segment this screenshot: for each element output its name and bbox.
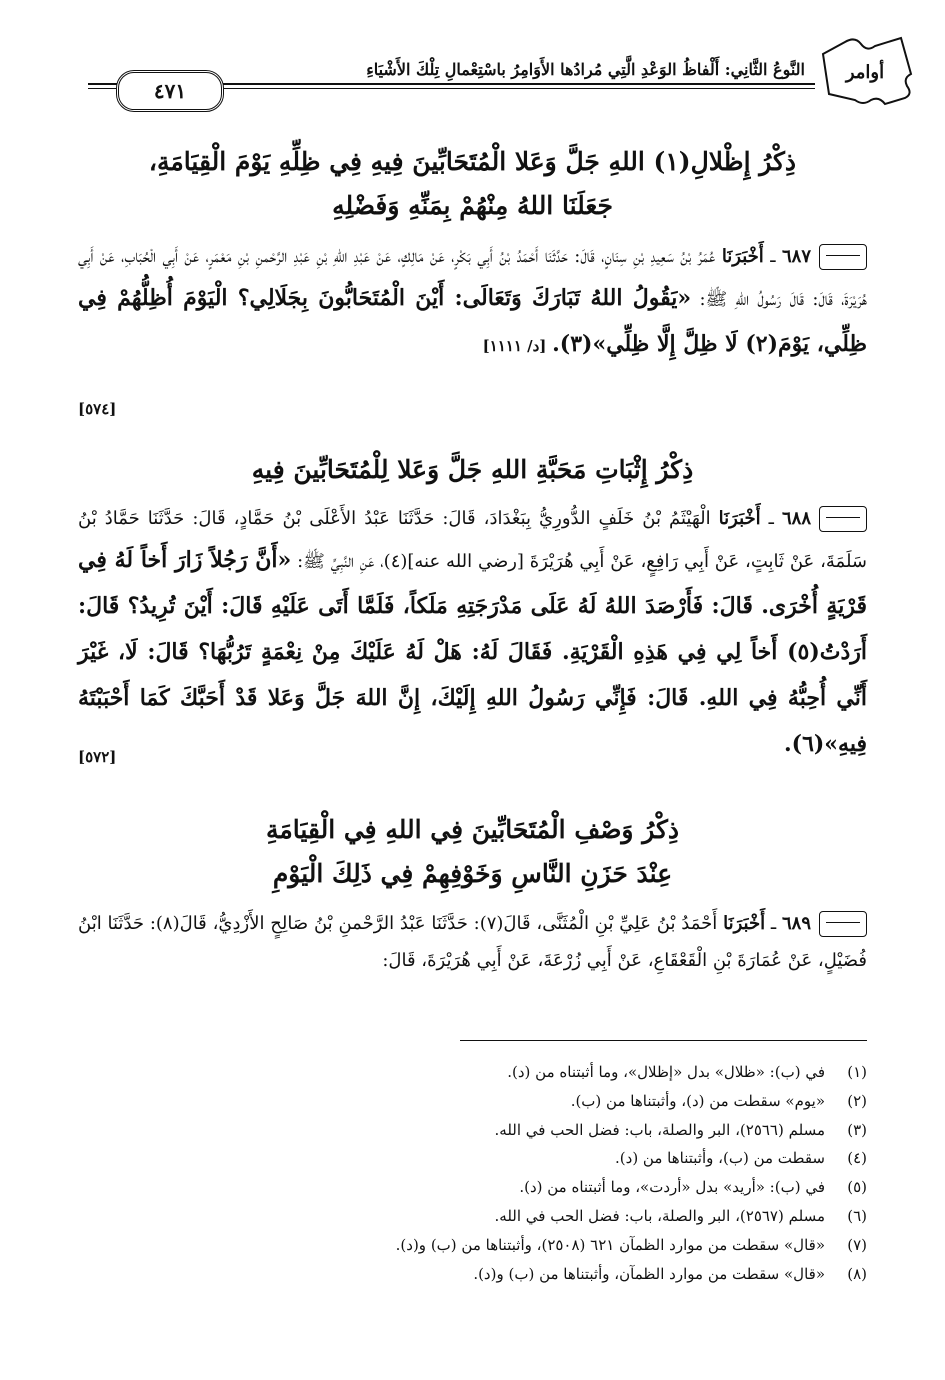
footnote-number: (٨) [847,1264,867,1283]
footnote-text: مسلم (٢٥٦٦)، البر والصلة، باب: فضل الحب في الله. [494,1120,825,1139]
hadith-lead: أَخْبَرَنَا [718,508,761,529]
footnote-number: (٣) [847,1120,867,1139]
page-header [88,28,915,108]
footnote [78,1173,867,1202]
footnote [78,1231,867,1260]
seal-icon [819,506,867,532]
hadith-reference: [٥٧٢] [78,748,117,766]
footnote-number: (١) [847,1063,867,1081]
heading-line: ذِكْرُ إِظْلالِ(١) اللهِ جَلَّ وَعَلا الْمُتَحَابِّينَ فِيهِ فِي ظِلِّهِ يَوْمَ الْقِيَامَةِ، [148,147,797,176]
heading-line: ذِكْرُ وَصْفِ الْمُتَحَابِّينَ فِي اللهِ فِي الْقِيَامَةِ [265,815,680,844]
hadith-isnad: أَحْمَدُ بْنُ عَلِيِّ بْنِ الْمُثَنَّى، قَالَ(٧): حَدَّثَنَا عَبْدُ الرَّحْمنِ بْنُ صَالِحٍ الأَزْدِيُّ، قَالَ(٨): حَدَّثَنَا ابْنُ فُضَيْلٍ، عَنْ عُمَارَةَ بْنِ الْقَعْقَاعِ، عَنْ أَبِي زُرْعَةَ، عَنْ أَبِي هُرَيْرَةَ، قَالَ: [78,913,867,971]
footnote [78,1116,867,1145]
footnote-rule [460,1040,867,1041]
footnote-text: سقطت من (ب)، وأثبتناها من (د). [615,1149,825,1168]
seal-icon [819,911,867,937]
running-title: النَّوعُ الثَّانِي: أَلْفاظُ الوَعْدِ الَّتِي مُرادُها الأَوَامِرُ باسْتِعْمالِ تِلْكَ الأَشْيَاءِ [366,60,805,79]
hadith-isnad: الْهَيْثَمُ بْنُ خَلَفٍ الدُّورِيُّ بِبَغْدَادَ، قَالَ: حَدَّثَنَا عَبْدُ الأَعْلَى بْنُ حَمَّادٍ، قَالَ: حَدَّثَنَا حَمَّادُ بْنُ سَلَمَةَ، عَنْ ثَابِتٍ، عَنْ أَبِي رَافِعٍ، عَنْ أَبِي هُرَيْرَةَ [رضي الله عنه](٤)، عَنِ النَّبِيِّ ﷺ: [78,508,868,572]
section-heading [60,808,885,896]
footnote-text: «قال» سقطت من موارد الظمآن، وأثبتناها من (ب) و(د). [473,1264,825,1283]
footnote [78,1087,867,1116]
edition-marker: [د/ ١١١١] [482,337,547,355]
svg-text:أوامر: أوامر [845,62,885,83]
hadith-reference: [٥٧٤] [78,400,117,418]
footnote-number: (٥) [847,1178,867,1197]
hadith-paragraph: ٦٨٨ ـ أَخْبَرَنَا الْهَيْثَمُ بْنُ خَلَفٍ الدُّورِيُّ بِبَغْدَادَ، قَالَ: حَدَّثَنَا عَبْدُ الأَعْلَى بْنُ حَمَّادٍ، قَالَ: حَدَّثَنَا حَمَّادُ بْنُ سَلَمَةَ، عَنْ ثَابِتٍ، عَنْ أَبِي رَافِعٍ، عَنْ أَبِي هُرَيْرَةَ [رضي الله عنه](٤)، عَنِ النَّبِيِّ ﷺ: «أَنَّ رَجُلاً زَارَ أَخاً لَهُ فِي قَرْيَةٍ أُخْرَى. قَالَ: فَأَرْصَدَ اللهُ لَهُ عَلَى مَدْرَجَتِهِ مَلَكاً، فَلَمَّا أَتَى عَلَيْهِ قَالَ: أَيْنَ تُرِيدُ؟ قَالَ: أَرَدْتُ(٥) أَخاً لِي فِي هَذِهِ الْقَرْيَةِ. فَقَالَ لَهُ: هَلْ لَهُ عَلَيْكَ مِنْ نِعْمَةٍ تَرُبُّهَا؟ قَالَ: لَا، غَيْرَ أَنِّي أُحِبُّهُ فِي اللهِ. قَالَ: فَإِنِّي رَسُولُ اللهِ إِلَيْكَ، إِنَّ اللهَ جَلَّ وَعَلا قَدْ أَحَبَّكَ كَمَا أَحْبَبْتَهُ فِيهِ»(٦). [78,508,868,757]
hadith-paragraph: ٦٨٧ ـ أَخْبَرَنَا عُمَرُ بْنُ سَعِيدِ بْنِ سِنَانٍ، قَالَ: حَدَّثَنَا أَحْمَدُ بْنُ أَبِي بَكْرٍ، عَنْ مَالِكٍ، عَنْ عَبْدِ اللهِ بْنِ عَبْدِ الرَّحْمنِ بْنِ مَعْمَرٍ، عَنْ أَبِي الْحُبَابِ، عَنْ أَبِي هُرَيْرَةَ، قَالَ: قَالَ رَسُولُ اللهِ ﷺ: «يَقُولُ اللهُ تَبَارَكَ وَتَعَالَى: أَيْنَ الْمُتَحَابُّونَ بِجَلَالِي؟ الْيَوْمَ أُظِلُّهُمْ فِي ظِلِّي، يَوْمَ(٢) لَا ظِلَّ إِلَّا ظِلِّي»(٣). [د/ ١١١١] [78,246,867,357]
footnote-text: في (ب): «ظلال» بدل «إظلال»، وما أثبتناه من (د). [507,1063,825,1081]
footnotes [78,1058,867,1288]
hadith-number: ٦٨٧ [781,246,811,267]
page-number: ٤٧١ [116,70,224,112]
hadith-paragraph: ٦٨٩ ـ أَخْبَرَنَا أَحْمَدُ بْنُ عَلِيِّ بْنِ الْمُثَنَّى، قَالَ(٧): حَدَّثَنَا عَبْدُ الرَّحْمنِ بْنُ صَالِحٍ الأَزْدِيُّ، قَالَ(٨): حَدَّثَنَا ابْنُ فُضَيْلٍ، عَنْ عُمَارَةَ بْنِ الْقَعْقَاعِ، عَنْ أَبِي زُرْعَةَ، عَنْ أَبِي هُرَيْرَةَ، قَالَ: [78,913,867,971]
footnote-text: مسلم (٢٥٦٧)، البر والصلة، باب: فضل الحب في الله. [494,1206,825,1225]
footnote-text: «يوم» سقطت من (د)، وأثبتناها من (ب). [570,1091,825,1110]
footnote-number: (٤) [847,1149,867,1168]
footnote-number: (٦) [847,1206,867,1225]
section-heading [60,140,885,228]
footnote-text: «قال» سقطت من موارد الظمآن ٦٢١ (٢٥٠٨)، وأثبتناها من (ب) و(د). [395,1235,825,1254]
hadith-isnad: عُمَرُ بْنُ سَعِيدِ بْنِ سِنَانٍ، قَالَ: حَدَّثَنَا أَحْمَدُ بْنُ أَبِي بَكْرٍ، عَنْ مَالِكٍ، عَنْ عَبْدِ اللهِ بْنِ عَبْدِ الرَّحْمنِ بْنِ مَعْمَرٍ، عَنْ أَبِي الْحُبَابِ، عَنْ أَبِي هُرَيْرَةَ، قَالَ: قَالَ رَسُولُ اللهِ ﷺ: [78,246,867,310]
hadith-lead: أَخْبَرَنَا [721,246,764,267]
heading-line: جَعَلَنَا اللهُ مِنْهُمْ بِمَنِّهِ وَفَضْلِهِ [332,191,613,220]
footnote [78,1144,867,1173]
footnote-number: (٢) [847,1091,867,1110]
footnote-text: في (ب): «أريد» بدل «أردت»، وما أثبتناه من (د). [519,1178,825,1197]
footnote [78,1260,867,1289]
hadith-lead: أَخْبَرَنَا [723,913,766,934]
hadith-matn: «يَقُولُ اللهُ تَبَارَكَ وَتَعَالَى: أَيْنَ الْمُتَحَابُّونَ بِجَلَالِي؟ الْيَوْمَ أُظِلُّهُمْ فِي ظِلِّي، يَوْمَ(٢) لَا ظِلَّ إِلَّا ظِلِّي»(٣). [78,285,867,357]
footnote [78,1058,867,1087]
heading-line: عِنْدَ حَزَنِ النَّاسِ وَخَوْفِهِمْ فِي ذَلِكَ الْيَوْمِ [272,859,673,888]
puzzle-piece-icon [815,34,915,108]
hadith-number: ٦٨٩ [782,913,812,934]
hadith-number: ٦٨٨ [781,508,811,529]
seal-icon [819,244,867,270]
hadith-matn: «أَنَّ رَجُلاً زَارَ أَخاً لَهُ فِي قَرْيَةٍ أُخْرَى. قَالَ: فَأَرْصَدَ اللهُ لَهُ عَلَى مَدْرَجَتِهِ مَلَكاً، فَلَمَّا أَتَى عَلَيْهِ قَالَ: أَيْنَ تُرِيدُ؟ قَالَ: أَرَدْتُ(٥) أَخاً لِي فِي هَذِهِ الْقَرْيَةِ. فَقَالَ لَهُ: هَلْ لَهُ عَلَيْكَ مِنْ نِعْمَةٍ تَرُبُّهَا؟ قَالَ: لَا، غَيْرَ أَنِّي أُحِبُّهُ فِي اللهِ. قَالَ: فَإِنِّي رَسُولُ اللهِ إِلَيْكَ، إِنَّ اللهَ جَلَّ وَعَلا قَدْ أَحَبَّكَ كَمَا أَحْبَبْتَهُ فِيهِ»(٦). [78,547,867,757]
footnote [78,1202,867,1231]
section-heading [60,448,885,492]
footnote-number: (٧) [847,1235,867,1254]
heading-line: ذِكْرُ إِثْبَاتِ مَحَبَّةِ اللهِ جَلَّ وَعَلا لِلْمُتَحَابِّينَ فِيهِ [251,455,694,484]
